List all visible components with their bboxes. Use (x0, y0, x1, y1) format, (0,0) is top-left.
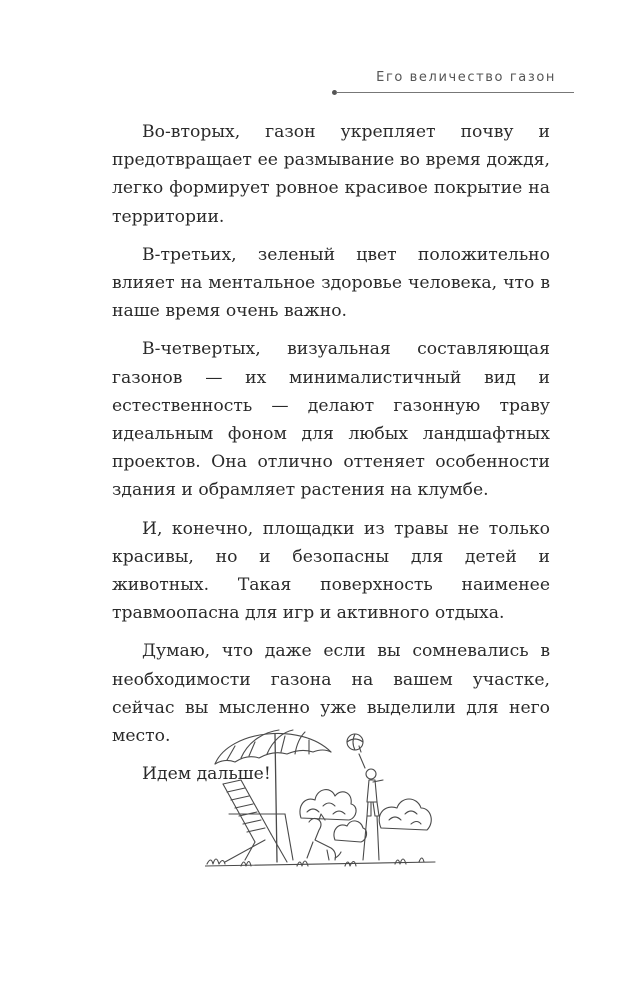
paragraph-secondly: Во-вторых, газон укрепляет почву и предотвращает ее размывание во время дождя, легко формирует ровное красивое покрытие на территории. (112, 122, 550, 227)
paragraph-fourthly: В-четвертых, визуальная составляющая газонов — их минималистичный вид и естественность — делают газонную траву идеальным фоном для любых ландшафтных проектов. Она отлично оттеняет особенности здания и обрамляет растения на клумбе. (112, 339, 550, 501)
ball (347, 734, 363, 750)
child (359, 746, 383, 860)
dog (307, 814, 341, 860)
header-rule (336, 92, 574, 93)
page-body (112, 118, 550, 798)
beach-umbrella (215, 730, 331, 862)
paragraph-safety: И, конечно, площадки из травы не только красивы, но и безопасны для детей и животных. Такая поверхность наименее травмоопасна для игр и активного отдыха. (112, 518, 550, 624)
grass (205, 858, 435, 866)
running-header (0, 70, 618, 100)
paragraph-next: Идем дальше! (142, 764, 271, 785)
deck-chair (223, 780, 293, 862)
paragraph-thirdly: В-третьих, зеленый цвет положительно влияет на ментальное здоровье человека, что в наше время очень важно. (112, 244, 550, 322)
running-title: Его величество газон (376, 70, 556, 85)
lawn-beach-scene-illustration (205, 722, 437, 870)
paragraph-conclusion: Думаю, что даже если вы сомневались в необходимости газона на вашем участке, сейчас вы мысленно уже выделили для него место. (112, 641, 550, 747)
